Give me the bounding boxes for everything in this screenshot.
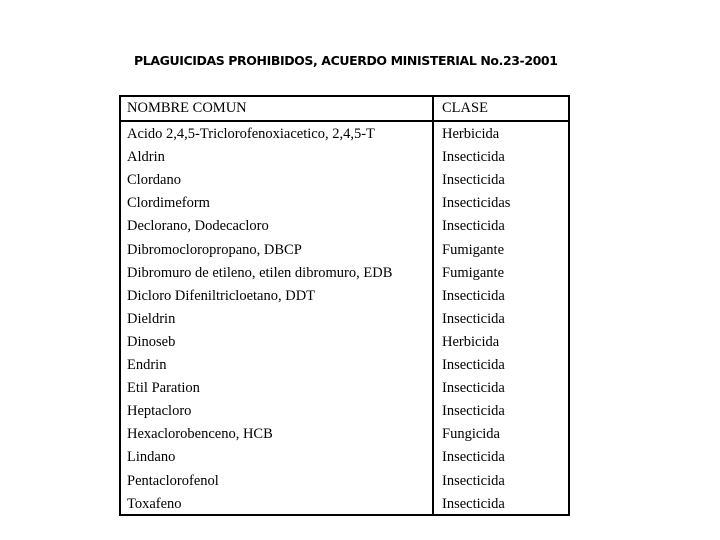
row-name: Dieldrin: [127, 311, 176, 327]
row-class: Insecticida: [442, 172, 505, 188]
row-class: Insecticida: [442, 473, 505, 489]
row-name: Dicloro Difeniltricloetano, DDT: [127, 288, 316, 304]
row-class: Herbicida: [442, 334, 500, 350]
row-name: Hexaclorobenceno, HCB: [127, 426, 273, 442]
row-name: Declorano, Dodecacloro: [127, 218, 269, 234]
row-name: Etil Paration: [127, 380, 200, 396]
row-class: Fumigante: [442, 242, 505, 258]
row-class: Insecticida: [442, 288, 505, 304]
document-title: PLAGUICIDAS PROHIBIDOS, ACUERDO MINISTERIAL No.23-2001: [134, 53, 558, 68]
row-name: Heptacloro: [127, 403, 192, 419]
row-name: Dinoseb: [127, 334, 176, 350]
header-class: CLASE: [442, 100, 488, 116]
row-class: Insecticida: [442, 403, 505, 419]
row-class: Insecticida: [442, 496, 505, 512]
column-divider: [432, 95, 434, 516]
row-class: Insecticida: [442, 149, 505, 165]
row-name: Endrin: [127, 357, 167, 373]
header-divider: [119, 120, 570, 122]
row-name: Clordimeform: [127, 195, 210, 211]
header-name: NOMBRE COMUN: [127, 100, 247, 116]
row-name: Clordano: [127, 172, 181, 188]
row-class: Insecticida: [442, 380, 505, 396]
row-name: Aldrin: [127, 149, 165, 165]
row-class: Herbicida: [442, 126, 500, 142]
row-name: Acido 2,4,5-Triclorofenoxiacetico, 2,4,5-T: [127, 126, 375, 142]
row-name: Toxafeno: [127, 496, 182, 512]
row-name: Dibromocloropropano, DBCP: [127, 242, 302, 258]
row-name: Dibromuro de etileno, etilen dibromuro, EDB: [127, 265, 393, 281]
row-name: Lindano: [127, 449, 176, 465]
row-name: Pentaclorofenol: [127, 473, 219, 489]
row-class: Insecticida: [442, 357, 505, 373]
row-class: Insecticidas: [442, 195, 511, 211]
row-class: Insecticida: [442, 311, 505, 327]
row-class: Insecticida: [442, 218, 505, 234]
row-class: Fungicida: [442, 426, 500, 442]
row-class: Fumigante: [442, 265, 505, 281]
row-class: Insecticida: [442, 449, 505, 465]
